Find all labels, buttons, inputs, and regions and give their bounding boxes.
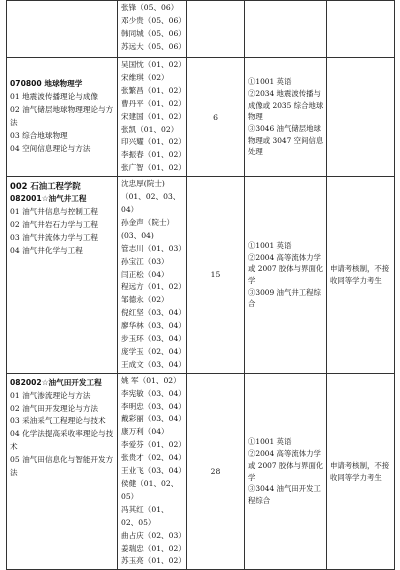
teachers-cell	[118, 1, 187, 58]
direction-item: 03 综合地球物理	[10, 130, 68, 140]
teacher-item: 管志川（01、03）	[121, 243, 186, 253]
notes-cell	[327, 58, 395, 177]
teacher-item: 倪红坚（03、04）	[121, 308, 186, 318]
exam-subjects-cell	[245, 58, 327, 177]
exam-subjects-cell	[245, 373, 327, 570]
notes-cell	[327, 1, 395, 58]
table-row	[7, 373, 395, 570]
exam-subject-item: ①1001 英语	[248, 437, 292, 447]
teacher-item: 孙金声（院士）(03、04)	[121, 217, 175, 240]
teacher-item: 李明忠（03、04）	[121, 401, 186, 411]
table-row	[7, 177, 395, 374]
major-title: 070800 地球物理学	[10, 79, 83, 89]
teacher-list	[118, 177, 186, 373]
direction-list	[10, 206, 115, 258]
teacher-item: 张贵才（02、04）	[121, 453, 186, 463]
exam-subject-item: ①1001 英语	[248, 240, 292, 250]
major-direction-cell	[7, 177, 118, 374]
notes-text: 申请考核制，不接收同等学力考生	[330, 460, 390, 482]
major-direction-cell	[7, 58, 118, 177]
exam-subject-list	[245, 74, 326, 160]
teachers-cell	[118, 373, 187, 570]
program-table	[6, 0, 395, 570]
direction-item: 03 采油采气工程理论与技术	[10, 416, 106, 426]
teachers-cell	[118, 177, 187, 374]
table-row	[7, 1, 395, 58]
enrollment-cell: 28	[187, 373, 245, 570]
direction-item: 01 油气井信息与控制工程	[10, 206, 99, 216]
teachers-cell	[118, 58, 187, 177]
teacher-list	[118, 1, 186, 55]
direction-item: 04 油气井化学与工程	[10, 245, 83, 255]
teacher-item: 戴彩丽（03、04）	[121, 414, 186, 424]
direction-list	[10, 91, 115, 156]
teacher-item: 沈忠厚(院士)（01、02、03、04）	[121, 179, 181, 214]
exam-subject-list	[245, 238, 326, 312]
teacher-item: 李爱芬（01、02）	[121, 440, 186, 450]
teacher-item: 孙宝江（03）	[121, 256, 169, 266]
college-title: 002 石油工程学院	[10, 181, 81, 192]
teacher-item: 张凯（01、02）	[121, 124, 179, 134]
exam-subject-item: ①1001 英语	[248, 77, 292, 87]
teacher-list	[118, 374, 186, 570]
exam-subject-item: ②2034 地震波传播与成像或 2035 综合地球物理	[248, 88, 324, 122]
teacher-item: 姚 军（01、02）	[121, 375, 181, 385]
direction-item: 02 油气井岩石力学与工程	[10, 219, 99, 229]
direction-list	[10, 390, 115, 480]
major-title: 082001☆油气井工程	[10, 194, 87, 204]
exam-subject-item: ③3046 油气储层地球物理或 3047 空间信息处理	[248, 123, 324, 157]
teacher-item: 曲占庆（02、03）	[121, 530, 186, 540]
exam-subject-item: ②2004 高等流体力学或 2007 胶体与界面化学	[248, 449, 324, 482]
notes-text: 申请考核制，不接收同等学力考生	[330, 264, 390, 285]
enrollment-cell: 15	[187, 177, 245, 374]
teacher-item: 闫正松（04）	[121, 269, 169, 279]
teacher-item: 宋维琪（02）	[121, 72, 169, 82]
enrollment-cell	[187, 1, 245, 58]
teacher-item: 庞学玉（02、04）	[121, 346, 186, 356]
teacher-item: 程远方（01、02）	[121, 282, 186, 292]
exam-subjects-cell	[245, 1, 327, 58]
exam-subject-list	[245, 434, 326, 508]
teacher-item: 苏玉亮（01、02）	[121, 556, 186, 566]
teacher-item: 李宪敏（03、04）	[121, 388, 186, 398]
teacher-item: 步玉环（03、04）	[121, 334, 186, 344]
notes-cell	[327, 177, 395, 374]
teacher-item: 康万利（04）	[121, 427, 169, 437]
direction-item: 04 空间信息理论与方法	[10, 143, 91, 153]
teacher-item: 印兴耀（01、02）	[121, 137, 186, 147]
teacher-item: 王业飞（03、04）	[121, 466, 186, 476]
teacher-list	[118, 58, 186, 176]
teacher-item: 张广智（01、02）	[121, 163, 186, 173]
teacher-item: 苏远大（05、06）	[121, 41, 186, 51]
teacher-item: 张锋（05、06）	[121, 3, 179, 12]
teacher-item: 邹德永（02）	[121, 295, 169, 305]
direction-item: 02 油气储层地球物理理论与方法	[10, 105, 114, 128]
direction-item: 03 油气井流体力学与工程	[10, 232, 99, 242]
teacher-item: 吴国忱（01、02）	[121, 60, 186, 69]
teacher-item: 曹丹平（01、02）	[121, 98, 186, 108]
major-direction-cell	[7, 373, 118, 570]
major-title: 082002☆油气田开发工程	[10, 377, 102, 387]
major-direction-cell	[7, 1, 118, 58]
enrollment-cell: 6	[187, 58, 245, 177]
teacher-item: 姜瑞忠（01、02）	[121, 543, 186, 553]
teacher-item: 邓少贵（05、06）	[121, 15, 186, 25]
teacher-item: 宋建国（01、02）	[121, 111, 186, 121]
direction-item: 04 化学法提高采收率理论与技术	[10, 429, 114, 452]
notes-cell	[327, 373, 395, 570]
exam-subject-item: ③3009 油气井工程综合	[248, 287, 321, 309]
direction-item: 05 油气田信息化与智能开发方法	[10, 455, 114, 478]
teacher-item: 侯健（01、02、05）	[121, 479, 179, 501]
exam-subjects-cell	[245, 177, 327, 374]
table-row	[7, 58, 395, 177]
teacher-item: 廖华林（03、04）	[121, 321, 186, 331]
teacher-item: 韩同城（05、06）	[121, 28, 186, 38]
exam-subject-item: ③3044 油气田开发工程综合	[248, 484, 321, 505]
teacher-item: 冯其红（01、02、05）	[121, 504, 169, 527]
direction-item: 01 地震波传播理论与成像	[10, 92, 99, 102]
exam-subject-item: ②2004 高等流体力学或 2007 胶体与界面化学	[248, 252, 324, 285]
teacher-item: 王成文（03、04）	[121, 359, 186, 369]
direction-item: 02 油气田开发理论与方法	[10, 403, 99, 413]
teacher-item: 张繁昌（01、02）	[121, 85, 186, 95]
direction-item: 01 油气渗流理论与方法	[10, 390, 91, 400]
teacher-item: 李振春（01、02）	[121, 150, 186, 160]
